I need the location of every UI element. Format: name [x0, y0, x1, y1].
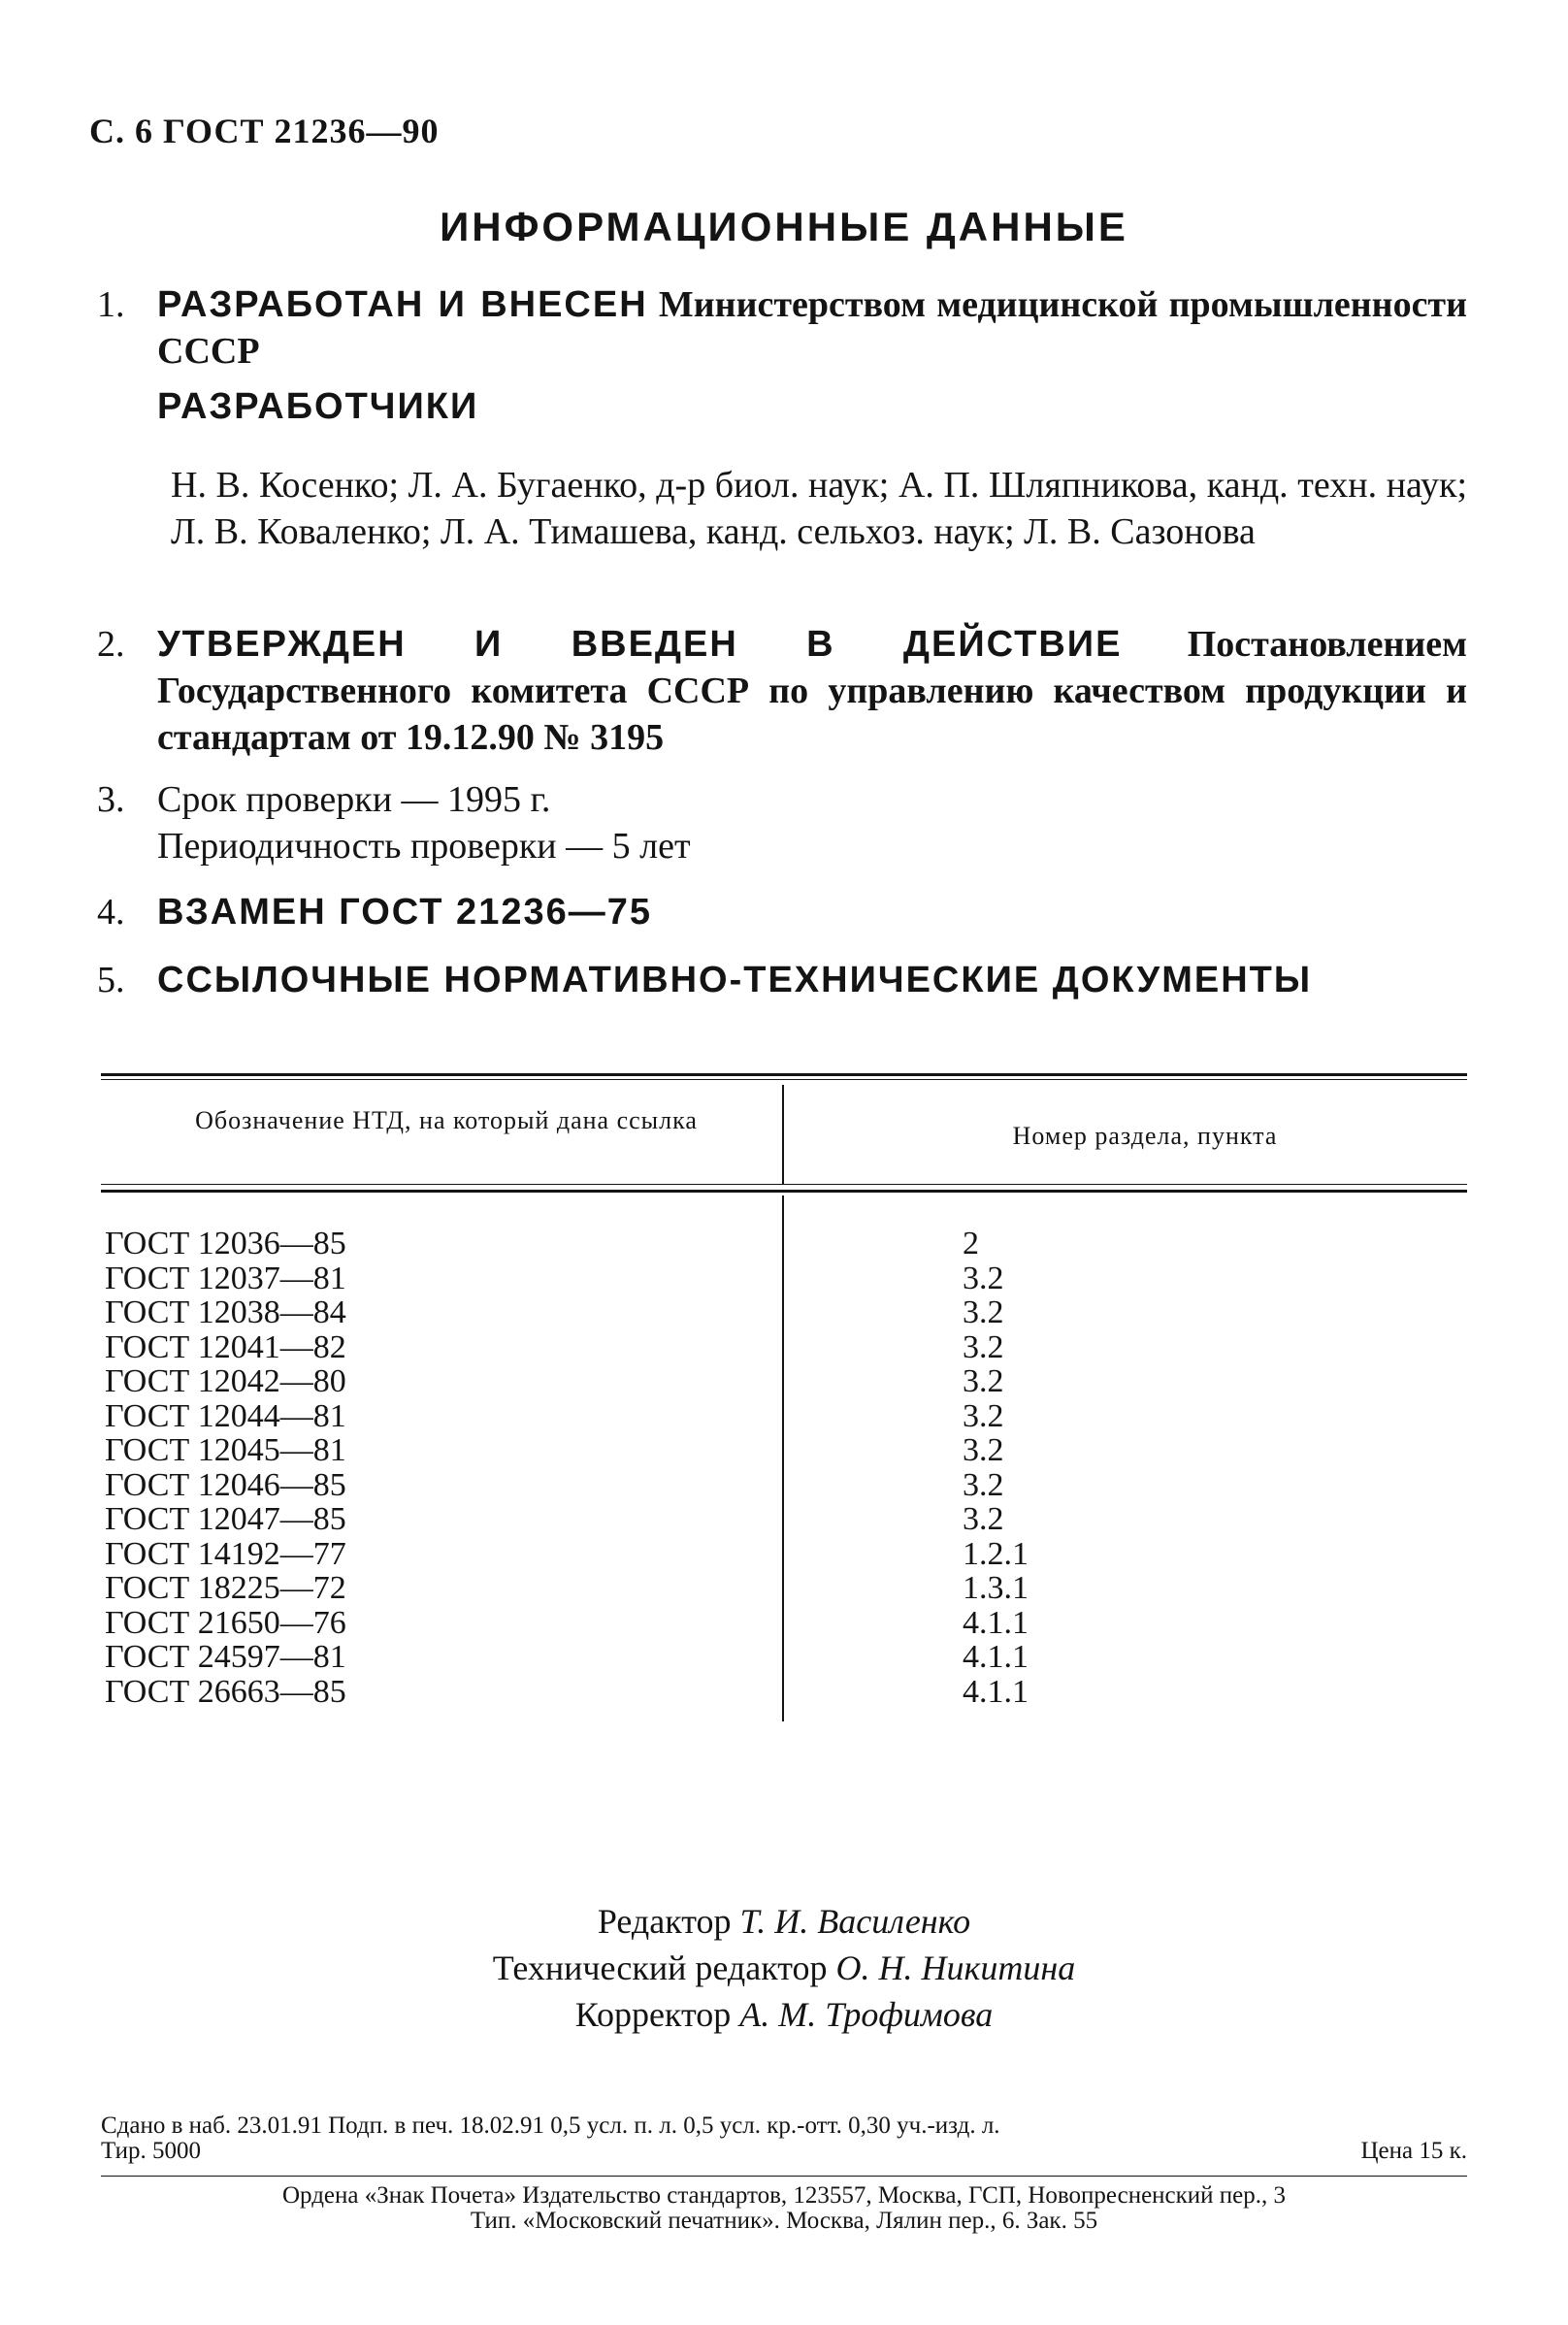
imprint-price: Цена 15 к. [1360, 2138, 1467, 2164]
table-row [105, 1363, 1004, 1399]
imprint-circulation-row [101, 2139, 1467, 2164]
table-cell-doc: ГОСТ 24597—81 [105, 1639, 346, 1675]
review-period: Периодичность проверки — 5 лет [157, 826, 691, 867]
proofreader-line [0, 1991, 1568, 2038]
table-cell-doc: ГОСТ 12036—85 [105, 1226, 346, 1261]
section-5-heading: ССЫЛОЧНЫЕ НОРМАТИВНО-ТЕХНИЧЕСКИЕ ДОКУМЕНТЫ [157, 960, 1313, 1000]
tech-editor-name: О. Н. Никитина [835, 1948, 1076, 1987]
section-1 [97, 281, 1467, 375]
page-header: С. 6 ГОСТ 21236—90 [89, 112, 440, 150]
table-row [105, 1466, 1004, 1503]
review-term: Срок проверки — 1995 г. [157, 779, 551, 820]
table-cell-ref: 3.2 [963, 1260, 1004, 1296]
section-5-number: 5. [97, 960, 125, 1000]
editor-name: Т. И. Василенко [739, 1902, 971, 1941]
table-col2-header: Номер раздела, пункта [1012, 1122, 1278, 1150]
table-row [105, 1227, 978, 1261]
section-3 [97, 776, 1467, 869]
section-4-number: 4. [97, 892, 125, 933]
table-cell-doc: ГОСТ 12044—81 [105, 1397, 346, 1434]
publisher-line-2: Тип. «Московский печатник». Москва, Лялин пер., 6. Зак. 55 [470, 2208, 1098, 2234]
table-row [105, 1328, 1004, 1365]
table-cell-ref: 4.1.1 [963, 1604, 1029, 1641]
section-2-heading: УТВЕРЖДЕН И ВВЕДЕН В ДЕЙСТВИЕ [157, 624, 1123, 665]
table-row [105, 1673, 1029, 1710]
table-row [105, 1639, 1029, 1675]
section-3-number: 3. [97, 779, 125, 820]
table-header-rule-thick [101, 1190, 1467, 1193]
tech-editor-label: Технический редактор [492, 1948, 828, 1987]
table-cell-ref: 3.2 [963, 1432, 1004, 1468]
table-cell-ref: 2 [963, 1226, 979, 1261]
table-row [105, 1570, 1029, 1606]
table-cell-doc: ГОСТ 26663—85 [105, 1673, 346, 1710]
table-cell-doc: ГОСТ 12042—80 [105, 1363, 346, 1399]
table-cell-doc: ГОСТ 14192—77 [105, 1535, 346, 1572]
table-cell-ref: 4.1.1 [963, 1673, 1029, 1710]
section-5 [97, 957, 1467, 1003]
table-row [105, 1432, 1004, 1468]
section-2 [97, 621, 1467, 761]
table-cell-doc: ГОСТ 12047—85 [105, 1501, 346, 1537]
tech-editor-line [0, 1945, 1568, 1991]
table-top-rule-thin [101, 1079, 1467, 1080]
table-cell-doc: ГОСТ 12046—85 [105, 1466, 346, 1503]
proofreader-label: Корректор [574, 1995, 732, 2034]
section-4 [97, 889, 1467, 935]
table-cell-ref: 3.2 [963, 1294, 1004, 1330]
table-cell-ref: 3.2 [963, 1363, 1004, 1399]
editor-line [0, 1898, 1568, 1945]
developers-list: Н. В. Косенко; Л. А. Бугаенко, д-р биол. наук; А. П. Шляпникова, канд. техн. наук; Л. В. Коваленко; Л. А. Тимашева, канд. сельхоз. наук; Л. В. Сазонова [171, 465, 1467, 552]
proofreader-name: А. М. Трофимова [739, 1995, 994, 2034]
table-cell-ref: 4.1.1 [963, 1639, 1029, 1675]
publisher-line-1: Ордена «Знак Почета» Издательство стандартов, 123557, Москва, ГСП, Новопресненский пер., 3 [281, 2182, 1287, 2209]
table-row [105, 1604, 1029, 1641]
table-row [105, 1501, 1004, 1537]
table-cell-ref: 3.2 [963, 1328, 1004, 1365]
table-cell-ref: 1.2.1 [963, 1535, 1029, 1572]
section-4-heading: ВЗАМЕН ГОСТ 21236—75 [157, 892, 652, 933]
imprint-print-data: Сдано в наб. 23.01.91 Подп. в печ. 18.02.91 0,5 усл. п. л. 0,5 усл. кр.-отт. 0,30 уч.-изд. л. [101, 2112, 1000, 2139]
editor-label: Редактор [597, 1902, 732, 1941]
table-cell-doc: ГОСТ 21650—76 [105, 1604, 346, 1641]
table-cell-ref: 1.3.1 [963, 1570, 1029, 1606]
page-title: ИНФОРМАЦИОННЫЕ ДАННЫЕ [440, 204, 1128, 249]
imprint-circulation: Тир. 5000 [101, 2138, 202, 2164]
section-2-body [157, 621, 1467, 761]
section-2-number: 2. [97, 624, 125, 665]
table-row [105, 1535, 1029, 1572]
table-cell-ref: 3.2 [963, 1501, 1004, 1537]
section-1-heading: РАЗРАБОТАН И ВНЕСЕН [157, 284, 648, 325]
section-1-number: 1. [97, 284, 125, 325]
developers-heading: РАЗРАБОТЧИКИ [157, 386, 479, 427]
section-1-body [157, 281, 1467, 375]
table-cell-doc: ГОСТ 12045—81 [105, 1432, 346, 1468]
table-cell-ref: 3.2 [963, 1466, 1004, 1503]
table-cell-ref: 3.2 [963, 1397, 1004, 1434]
table-cell-doc: ГОСТ 12041—82 [105, 1328, 346, 1365]
section-1-text: Министерством медицинской промышленности СССР [157, 284, 1467, 372]
table-header-rule [101, 1184, 1467, 1185]
table-header-divider [782, 1085, 784, 1184]
table-col1-header: Обозначение НТД, на который дана ссылка [195, 1106, 698, 1134]
imprint-rule [101, 2176, 1467, 2177]
table-top-rule [101, 1073, 1467, 1076]
section-2-text: Постановлением Государственного комитета СССР по управлению качеством продукции и стандартам от 19.12.90 № 3195 [157, 624, 1467, 758]
table-cell-doc: ГОСТ 12037—81 [105, 1260, 346, 1296]
table-cell-doc: ГОСТ 18225—72 [105, 1570, 346, 1606]
table-row [105, 1397, 1004, 1434]
table-row [105, 1260, 1004, 1296]
table-row [105, 1294, 1004, 1330]
table-cell-doc: ГОСТ 12038—84 [105, 1294, 346, 1330]
